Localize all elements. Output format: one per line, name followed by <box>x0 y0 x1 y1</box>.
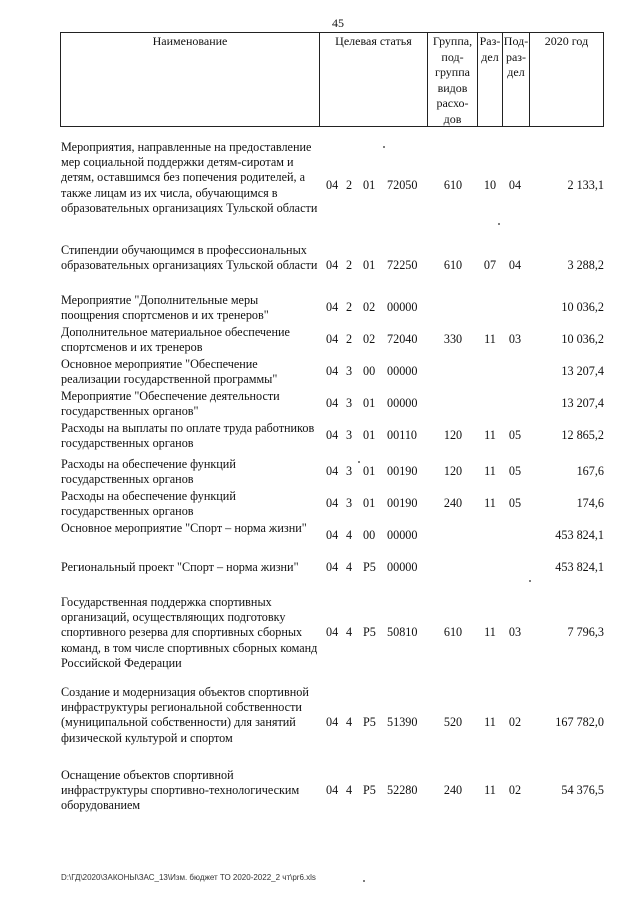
row-direction-code: 00190 <box>387 464 418 479</box>
row-subprogram-code: 4 <box>346 528 353 543</box>
header-group-line: под- <box>441 49 464 64</box>
row-measure-code: 01 <box>363 428 376 443</box>
row-subprogram-code: 3 <box>346 496 353 511</box>
row-direction-code: 00000 <box>387 559 418 574</box>
row-podrazdel: 03 <box>508 625 522 639</box>
row-subprogram-code: 2 <box>346 332 353 347</box>
row-amount: 453 824,1 <box>555 528 604 543</box>
scan-speck <box>498 223 500 225</box>
row-subprogram-code: 2 <box>346 177 353 192</box>
row-amount: 167,6 <box>576 464 604 479</box>
row-program-code: 04 <box>326 559 339 574</box>
row-expense-group: 610 <box>443 257 463 272</box>
header-razdel-line: дел <box>481 49 499 64</box>
row-measure-code: 02 <box>363 332 376 347</box>
row-direction-code: 00000 <box>387 300 418 315</box>
row-subprogram-code: 3 <box>346 396 353 411</box>
row-program-code: 04 <box>326 464 339 479</box>
row-program-code: 04 <box>326 332 339 347</box>
row-program-code: 04 <box>326 715 339 729</box>
row-program-code: 04 <box>326 396 339 411</box>
header-name: Наименование <box>152 34 228 48</box>
row-expense-group: 120 <box>443 464 463 479</box>
row-direction-code: 00190 <box>387 496 418 511</box>
scan-speck <box>529 580 531 582</box>
row-name: Расходы на выплаты по оплате труда работников государственных органов <box>61 421 315 451</box>
row-program-code: 04 <box>326 782 339 797</box>
row-program-code: 04 <box>326 257 339 272</box>
row-program-code: 04 <box>326 300 339 315</box>
row-razdel: 11 <box>484 428 496 443</box>
header-group-line: дов <box>443 111 462 126</box>
row-program-code: 04 <box>326 177 339 192</box>
row-measure-code: 01 <box>363 496 376 511</box>
row-podrazdel: 03 <box>508 332 522 347</box>
row-program-code: 04 <box>326 528 339 543</box>
row-amount: 167 782,0 <box>555 715 604 729</box>
row-program-code: 04 <box>326 625 339 639</box>
row-measure-code: P5 <box>363 559 376 574</box>
row-expense-group: 240 <box>443 782 463 797</box>
row-direction-code: 00000 <box>387 528 418 543</box>
row-program-code: 04 <box>326 364 339 379</box>
row-name: Основное мероприятие "Спорт – норма жизни" <box>61 521 307 535</box>
row-name: Региональный проект "Спорт – норма жизни" <box>61 560 299 574</box>
row-program-code: 04 <box>326 428 339 443</box>
row-direction-code: 51390 <box>387 715 418 729</box>
row-name: Мероприятие "Обеспечение деятельности государственных органов" <box>61 389 280 419</box>
header-group-line: расхо- <box>436 96 469 110</box>
row-amount: 3 288,2 <box>567 257 604 272</box>
scan-speck <box>358 461 360 463</box>
row-subprogram-code: 4 <box>346 782 353 797</box>
row-podrazdel: 02 <box>508 715 522 729</box>
row-name: Оснащение объектов спортивной инфраструктуры спортивно-технологическим оборудованием <box>61 768 300 813</box>
header-group-line: видов <box>437 80 468 95</box>
row-amount: 10 036,2 <box>561 300 604 315</box>
row-amount: 453 824,1 <box>555 559 604 574</box>
row-expense-group: 610 <box>443 625 463 639</box>
row-razdel: 11 <box>484 715 496 729</box>
row-measure-code: 01 <box>363 396 376 411</box>
row-expense-group: 610 <box>443 177 463 192</box>
row-amount: 54 376,5 <box>561 782 604 797</box>
header-group-line: Группа, <box>432 34 473 48</box>
row-name: Расходы на обеспечение функций государственных органов <box>61 457 236 487</box>
row-measure-code: P5 <box>363 782 376 797</box>
row-podrazdel: 02 <box>508 782 522 797</box>
row-name: Основное мероприятие "Обеспечение реализации государственной программы" <box>61 357 278 387</box>
row-subprogram-code: 2 <box>346 257 353 272</box>
row-amount: 10 036,2 <box>561 332 604 347</box>
row-measure-code: 01 <box>363 464 376 479</box>
row-direction-code: 72040 <box>387 332 418 347</box>
row-subprogram-code: 4 <box>346 715 353 729</box>
row-direction-code: 52280 <box>387 782 418 797</box>
scan-speck <box>383 146 385 148</box>
row-name: Государственная поддержка спортивных организаций, осуществляющих подготовку спортивного резерва для спортивных сборных команд, в том числе спортивных сборных команд Российской Федерации <box>61 595 318 670</box>
row-razdel: 11 <box>484 625 496 639</box>
row-direction-code: 50810 <box>387 625 418 639</box>
row-subprogram-code: 4 <box>346 625 353 639</box>
row-measure-code: 00 <box>363 364 376 379</box>
row-expense-group: 120 <box>443 428 463 443</box>
row-amount: 7 796,3 <box>567 625 604 639</box>
row-direction-code: 72250 <box>387 257 418 272</box>
footer-file-path: D:\ГД\2020\ЗАКОНЫ\ЗАС_13\Изм. бюджет ТО 2020-2022_2 чт\pr6.xls <box>61 873 316 882</box>
row-podrazdel: 05 <box>508 464 522 479</box>
row-podrazdel: 05 <box>508 496 522 511</box>
row-measure-code: P5 <box>363 715 376 729</box>
row-razdel: 11 <box>484 332 496 347</box>
header-target: Целевая статья <box>335 34 412 48</box>
header-group-line: группа <box>435 65 470 79</box>
header-razdel <box>478 34 502 65</box>
header-year: 2020 год <box>544 34 589 48</box>
row-measure-code: P5 <box>363 625 376 639</box>
row-subprogram-code: 4 <box>346 559 353 574</box>
row-razdel: 11 <box>484 782 496 797</box>
row-name: Дополнительное материальное обеспечение спортсменов и их тренеров <box>61 325 290 355</box>
row-razdel: 11 <box>484 496 496 511</box>
row-name: Создание и модернизация объектов спортивной инфраструктуры региональной собственности (муниципальной собственности) для занятий физической культурой и спортом <box>61 685 309 745</box>
row-direction-code: 72050 <box>387 177 418 192</box>
row-subprogram-code: 3 <box>346 364 353 379</box>
row-name: Расходы на обеспечение функций государственных органов <box>61 489 236 519</box>
row-subprogram-code: 3 <box>346 428 353 443</box>
row-subprogram-code: 2 <box>346 300 353 315</box>
row-measure-code: 02 <box>363 300 376 315</box>
row-amount: 12 865,2 <box>561 428 604 443</box>
row-amount: 13 207,4 <box>561 396 604 411</box>
row-name: Мероприятия, направленные на предоставление мер социальной поддержки детям-сиротам и детям, оставшимся без попечения родителей, а также лицам из их числа, обучающимся в образовательных организациях Тульской области <box>61 140 318 215</box>
row-amount: 13 207,4 <box>561 364 604 379</box>
row-measure-code: 01 <box>363 257 376 272</box>
row-direction-code: 00110 <box>387 428 418 443</box>
row-expense-group: 520 <box>443 715 463 729</box>
row-expense-group: 240 <box>443 496 463 511</box>
header-razdel-line: Раз- <box>479 34 501 48</box>
page-number: 45 <box>332 16 344 30</box>
row-razdel: 10 <box>483 177 497 192</box>
header-podrazdel-line: дел <box>507 65 525 79</box>
row-amount: 174,6 <box>576 496 604 511</box>
row-direction-code: 00000 <box>387 396 418 411</box>
header-podrazdel-line: раз- <box>505 49 527 64</box>
row-expense-group: 330 <box>443 332 463 347</box>
header-podrazdel-line: Под- <box>503 34 529 48</box>
row-podrazdel: 05 <box>508 428 522 443</box>
row-razdel: 07 <box>483 257 497 272</box>
row-podrazdel: 04 <box>508 257 522 272</box>
header-group <box>428 34 477 127</box>
row-direction-code: 00000 <box>387 364 418 379</box>
row-name: Стипендии обучающимся в профессиональных образовательных организациях Тульской области <box>61 243 318 273</box>
row-amount: 2 133,1 <box>567 177 604 192</box>
scan-speck <box>363 880 365 882</box>
row-measure-code: 00 <box>363 528 376 543</box>
row-razdel: 11 <box>484 464 496 479</box>
header-podrazdel <box>503 34 529 81</box>
row-measure-code: 01 <box>363 177 376 192</box>
row-subprogram-code: 3 <box>346 464 353 479</box>
row-name: Мероприятие "Дополнительные меры поощрения спортсменов и их тренеров" <box>61 293 269 323</box>
row-program-code: 04 <box>326 496 339 511</box>
row-podrazdel: 04 <box>508 177 522 192</box>
